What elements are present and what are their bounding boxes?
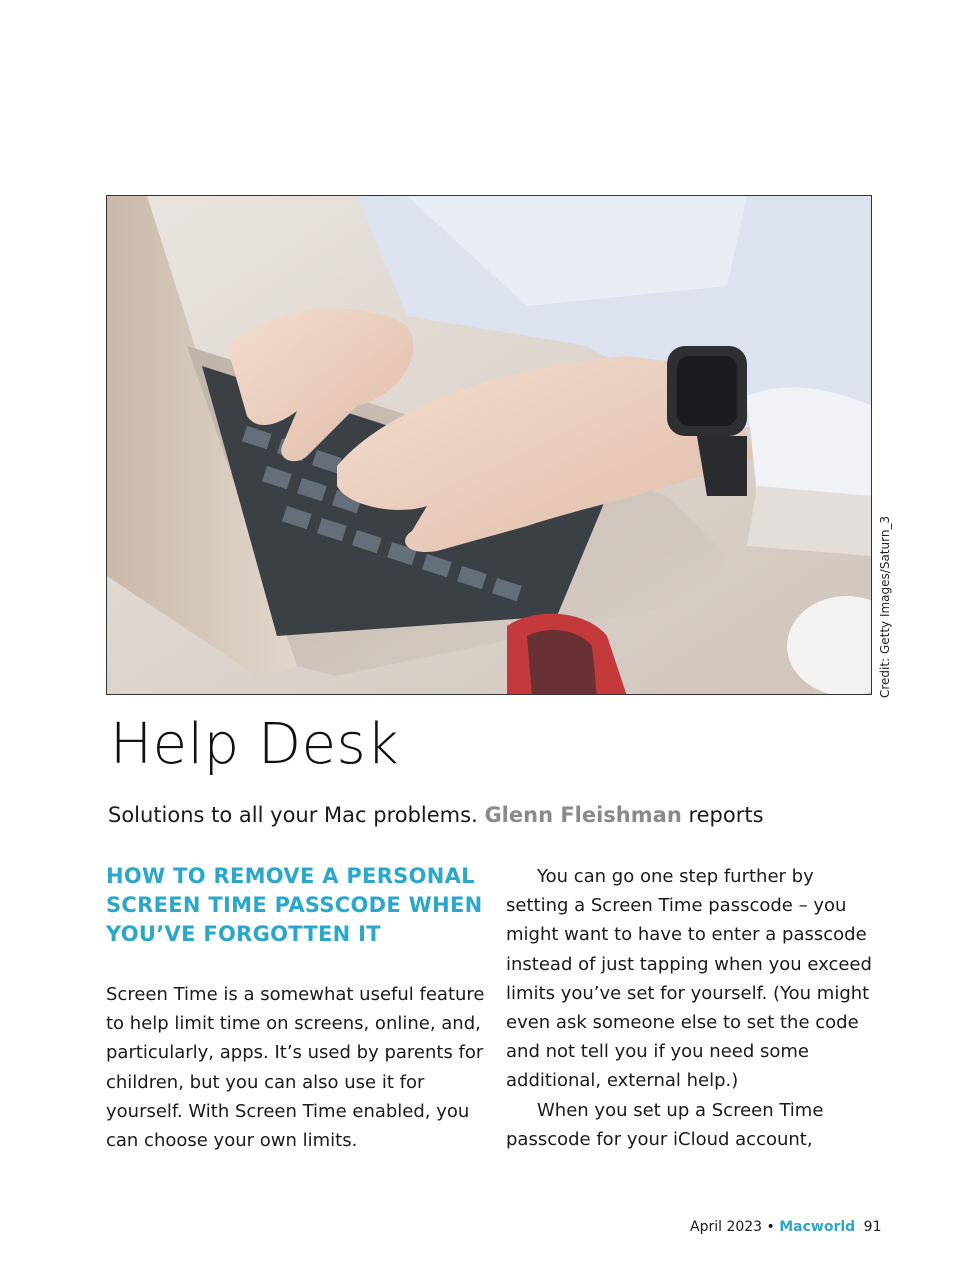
photo-credit: Credit: Getty Images/Saturn_3 xyxy=(878,515,892,698)
column-left xyxy=(106,980,486,1155)
page-number: 91 xyxy=(863,1219,882,1235)
standfirst xyxy=(108,803,764,827)
page-title: Help Desk xyxy=(110,712,400,777)
issue-date: April 2023 xyxy=(690,1219,763,1235)
page-footer xyxy=(690,1219,882,1235)
standfirst-suffix: reports xyxy=(688,803,764,827)
paragraph: When you set up a Screen Time passcode for your iCloud account, xyxy=(506,1099,824,1150)
paragraph: You can go one step further by setting a Screen Time passcode – you might want to have to enter a passcode instead of just tapping when you exceed limits you’ve set for yourself. (You might even ask someone else to set the code and not tell you if you need some additional, external help.) xyxy=(506,866,872,1092)
magazine-brand: Macworld xyxy=(779,1219,856,1235)
standfirst-text: Solutions to all your Mac problems. xyxy=(108,803,478,827)
footer-bullet: • xyxy=(766,1219,775,1235)
hero-photo xyxy=(106,195,872,695)
article-heading: HOW TO REMOVE A PERSONAL SCREEN TIME PASSCODE WHEN YOU’VE FORGOTTEN IT xyxy=(106,864,483,946)
laptop-typing-photo xyxy=(107,196,872,695)
column-right xyxy=(506,862,878,1154)
author-name: Glenn Fleishman xyxy=(484,803,682,827)
paragraph: Screen Time is a somewhat useful feature to help limit time on screens, online, and, particularly, apps. It’s used by parents for children, but you can also use it for yourself. With Screen Time enabled, you can choose your own limits. xyxy=(106,984,485,1152)
